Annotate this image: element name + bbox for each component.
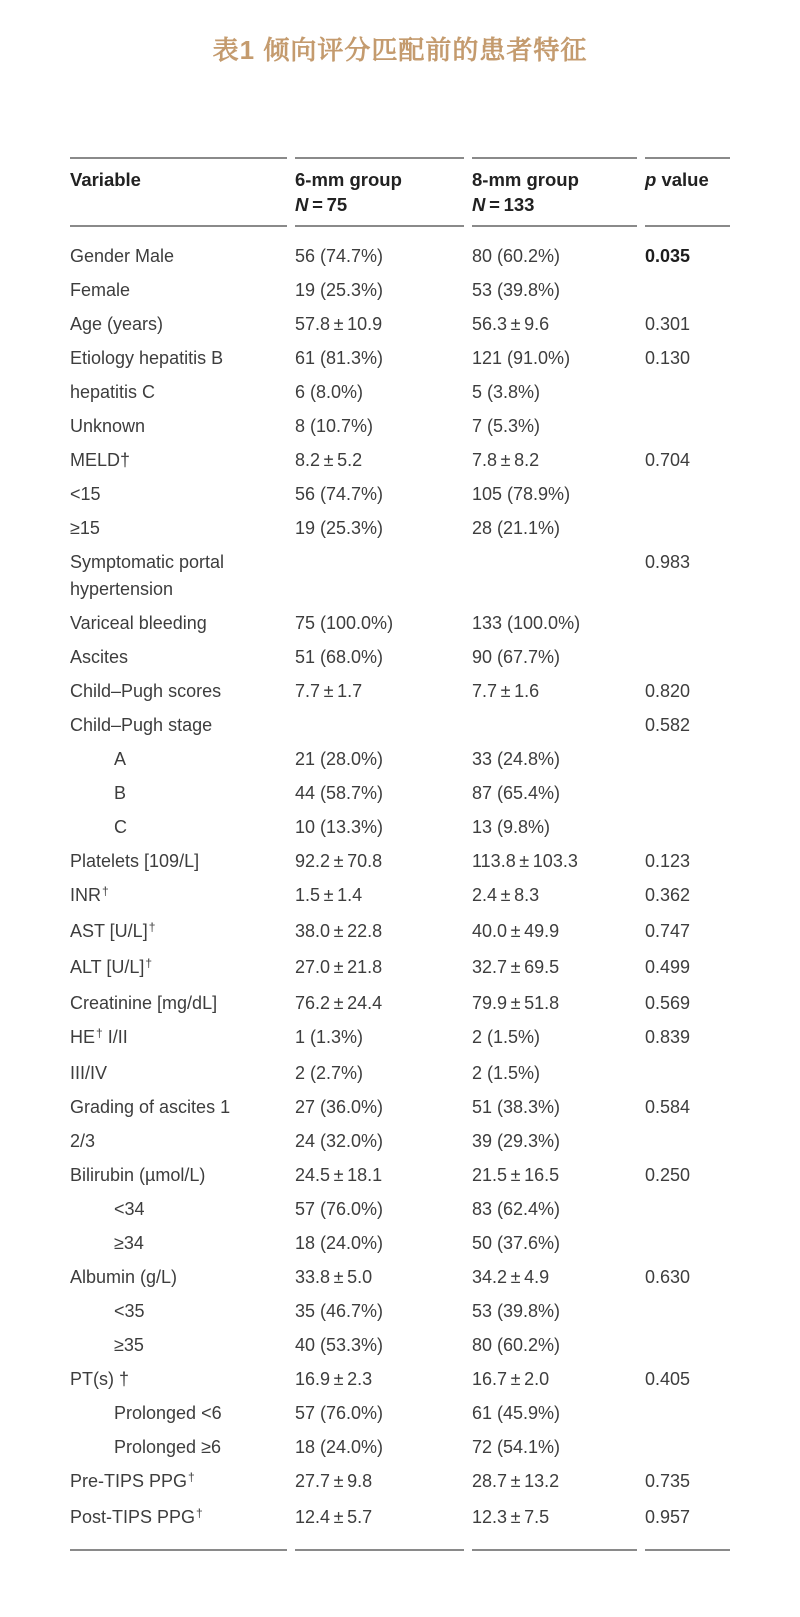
table-title: 表1 倾向评分匹配前的患者特征 [212,35,588,65]
patient-characteristics-table [62,157,738,1551]
row-label-cell: Ascites [70,647,129,667]
p-value-cell [645,641,730,675]
col-6mm-value-cell: 61 (81.3%) [295,348,384,368]
col-6mm-value-cell: 19 (25.3%) [295,280,384,300]
p-value-cell [645,478,730,512]
col-6mm-value-cell: 16.9 ± 2.3 [295,1369,373,1389]
col-8mm-value-cell: 56.3 ± 9.6 [472,314,550,334]
table-row [70,811,730,845]
col-6mm-value-cell: 92.2 ± 70.8 [295,851,383,871]
table-row [70,1397,730,1431]
p-value-cell [645,512,730,546]
col-6mm-value-cell: 18 (24.0%) [295,1437,384,1457]
col-6mm-value-cell [295,709,464,743]
table-row [70,478,730,512]
row-label-cell: A [114,749,127,769]
table-row [70,1057,730,1091]
column-label: 6-mm group [295,169,402,190]
column-label: 8-mm group [472,169,579,190]
column-header-6mm-group [295,157,464,227]
p-value-cell: 0.499 [645,957,691,977]
table-row [70,1465,730,1501]
col-6mm-value-cell: 1 (1.3%) [295,1027,364,1047]
col-8mm-value-cell: 16.7 ± 2.0 [472,1369,550,1389]
col-6mm-value-cell: 57 (76.0%) [295,1199,384,1219]
col-6mm-value-cell: 57.8 ± 10.9 [295,314,383,334]
col-6mm-value-cell: 35 (46.7%) [295,1301,384,1321]
col-6mm-value-cell: 27.7 ± 9.8 [295,1471,373,1491]
table-row [70,1261,730,1295]
p-value-cell: 0.250 [645,1165,691,1185]
row-label-cell: PT(s) † [70,1369,130,1389]
p-value-cell: 0.839 [645,1027,691,1047]
row-label-cell: MELD† [70,450,131,470]
col-8mm-value-cell: 61 (45.9%) [472,1403,561,1423]
column-label: Variable [70,169,141,190]
row-label-cell: Female [70,280,131,300]
row-label-cell: hepatitis C [70,382,156,402]
row-label-cell: Prolonged <6 [114,1403,222,1423]
row-label-cell: Bilirubin (µmol/L) [70,1165,206,1185]
table-row [70,512,730,546]
row-label-cell: AST [U/L]† [70,920,156,941]
col-8mm-value-cell: 80 (60.2%) [472,1335,561,1355]
col-6mm-value-cell: 8.2 ± 5.2 [295,450,363,470]
row-label-cell: HE† I/II [70,1026,128,1047]
col-6mm-value-cell: 38.0 ± 22.8 [295,921,383,941]
p-value-cell: 0.983 [645,552,691,572]
col-8mm-value-cell: 32.7 ± 69.5 [472,957,560,977]
p-value-cell [645,1057,730,1091]
p-value-cell [645,410,730,444]
p-value-cell [645,1295,730,1329]
col-6mm-value-cell: 19 (25.3%) [295,518,384,538]
column-sublabel: N = 75 [295,194,348,215]
row-label-cell: ≥35 [114,1335,144,1355]
table-row [70,1501,730,1551]
col-6mm-value-cell: 51 (68.0%) [295,647,384,667]
row-label-cell: Variceal bleeding [70,613,207,633]
table-row [70,915,730,951]
col-6mm-value-cell: 57 (76.0%) [295,1403,384,1423]
table-row [70,410,730,444]
table-row [70,1125,730,1159]
col-8mm-value-cell: 2 (1.5%) [472,1027,541,1047]
col-6mm-value-cell: 56 (74.7%) [295,246,384,266]
table-row [70,743,730,777]
p-value-cell [645,777,730,811]
col-6mm-value-cell: 24.5 ± 18.1 [295,1165,383,1185]
table-row [70,444,730,478]
table-body [70,227,730,1551]
table-row [70,951,730,987]
col-6mm-value-cell: 21 (28.0%) [295,749,384,769]
row-label-cell: Albumin (g/L) [70,1267,178,1287]
column-header-p-value [645,157,730,227]
col-8mm-value-cell: 121 (91.0%) [472,348,571,368]
p-value-cell [645,1397,730,1431]
col-8mm-value-cell: 79.9 ± 51.8 [472,993,560,1013]
row-label-cell: Grading of ascites 1 [70,1097,231,1117]
dagger-superscript: † [148,920,156,934]
col-8mm-value-cell: 5 (3.8%) [472,382,541,402]
table-row [70,1431,730,1465]
dagger-superscript: † [188,1470,195,1484]
col-8mm-value-cell: 13 (9.8%) [472,817,551,837]
dagger-superscript: † [102,884,109,898]
row-label-cell: Prolonged ≥6 [114,1437,221,1457]
row-label-cell: B [114,783,127,803]
col-8mm-value-cell: 33 (24.8%) [472,749,561,769]
col-8mm-value-cell: 28 (21.1%) [472,518,561,538]
col-6mm-value-cell: 7.7 ± 1.7 [295,681,363,701]
p-value-cell: 0.820 [645,681,691,701]
row-label-cell: Child–Pugh scores [70,681,222,701]
p-value-cell [645,743,730,777]
col-8mm-value-cell: 51 (38.3%) [472,1097,561,1117]
p-value-cell [645,1329,730,1363]
p-value-cell: 0.747 [645,921,691,941]
col-8mm-value-cell: 2 (1.5%) [472,1063,541,1083]
table-row [70,1227,730,1261]
row-label-cell: Symptomatic portal hypertension [70,552,225,599]
col-6mm-value-cell [295,546,464,607]
table-row [70,1159,730,1193]
p-value-cell: 0.582 [645,715,691,735]
col-8mm-value-cell: 40.0 ± 49.9 [472,921,560,941]
col-6mm-value-cell: 75 (100.0%) [295,613,394,633]
col-6mm-value-cell: 2 (2.7%) [295,1063,364,1083]
col-8mm-value-cell: 2.4 ± 8.3 [472,885,540,905]
row-label-cell: <15 [70,484,101,504]
col-8mm-value-cell: 83 (62.4%) [472,1199,561,1219]
p-value-cell [645,607,730,641]
col-6mm-value-cell: 27 (36.0%) [295,1097,384,1117]
p-value-cell [645,1125,730,1159]
row-label-cell: ≥15 [70,518,100,538]
row-label-cell: Pre-TIPS PPG† [70,1470,195,1491]
p-value-cell: 0.735 [645,1471,691,1491]
table-row [70,1329,730,1363]
col-8mm-value-cell [472,709,637,743]
row-label-cell: <35 [114,1301,145,1321]
col-8mm-value-cell: 72 (54.1%) [472,1437,561,1457]
col-8mm-value-cell: 28.7 ± 13.2 [472,1471,560,1491]
col-8mm-value-cell: 90 (67.7%) [472,647,561,667]
table-row [70,845,730,879]
col-6mm-value-cell: 12.4 ± 5.7 [295,1501,464,1551]
col-8mm-value-cell: 53 (39.8%) [472,280,561,300]
col-6mm-value-cell: 1.5 ± 1.4 [295,885,363,905]
col-8mm-value-cell: 12.3 ± 7.5 [472,1501,637,1551]
col-8mm-value-cell [472,546,637,607]
p-value-cell: 0.405 [645,1369,691,1389]
table-row [70,342,730,376]
col-8mm-value-cell: 21.5 ± 16.5 [472,1165,560,1185]
col-6mm-value-cell: 6 (8.0%) [295,382,364,402]
p-value-cell: 0.630 [645,1267,691,1287]
p-value-cell: 0.569 [645,993,691,1013]
row-label-cell: ALT [U/L]† [70,956,153,977]
p-value-cell [645,1431,730,1465]
row-label-cell: Age (years) [70,314,164,334]
column-header-variable [70,157,287,227]
row-label-cell: 2/3 [70,1131,96,1151]
row-label-cell: Gender Male [70,246,175,266]
table-row [70,1363,730,1397]
row-label-cell: INR† [70,884,109,905]
row-label-cell: Etiology hepatitis B [70,348,224,368]
table-row [70,777,730,811]
table-row [70,1091,730,1125]
row-label-cell: Creatinine [mg/dL] [70,993,218,1013]
col-6mm-value-cell: 8 (10.7%) [295,416,374,436]
col-8mm-value-cell: 7.7 ± 1.6 [472,681,540,701]
table-row [70,1193,730,1227]
column-label: p value [645,169,709,190]
header-row [70,157,730,227]
col-8mm-value-cell: 133 (100.0%) [472,613,581,633]
col-8mm-value-cell: 53 (39.8%) [472,1301,561,1321]
col-6mm-value-cell: 76.2 ± 24.4 [295,993,383,1013]
col-8mm-value-cell: 87 (65.4%) [472,783,561,803]
col-6mm-value-cell: 18 (24.0%) [295,1233,384,1253]
p-value-cell [645,1193,730,1227]
column-header-8mm-group [472,157,637,227]
column-sublabel: N = 133 [472,194,535,215]
table-row [70,675,730,709]
p-value-cell: 0.301 [645,314,691,334]
p-value-cell [645,811,730,845]
p-value-cell: 0.362 [645,885,691,905]
p-value-cell [645,376,730,410]
col-6mm-value-cell: 44 (58.7%) [295,783,384,803]
row-label-cell: ≥34 [114,1233,144,1253]
p-value-cell: 0.704 [645,450,691,470]
row-label-cell: Post-TIPS PPG† [70,1501,287,1551]
row-label-cell: Unknown [70,416,146,436]
dagger-superscript: † [196,1506,203,1520]
table-header [70,157,730,227]
p-value-cell: 0.957 [645,1501,730,1551]
dagger-superscript: † [145,956,153,970]
row-label-cell: Platelets [109/L] [70,851,200,871]
table-row [70,308,730,342]
p-value-cell: 0.035 [645,246,691,266]
table-row [70,1295,730,1329]
row-label-cell: Child–Pugh stage [70,715,213,735]
col-6mm-value-cell: 33.8 ± 5.0 [295,1267,373,1287]
table-row [70,607,730,641]
table-row [70,546,730,607]
col-8mm-value-cell: 34.2 ± 4.9 [472,1267,550,1287]
col-8mm-value-cell: 7 (5.3%) [472,416,541,436]
p-value-cell: 0.584 [645,1097,691,1117]
p-value-cell [645,274,730,308]
table-row [70,879,730,915]
table-row [70,709,730,743]
col-6mm-value-cell: 27.0 ± 21.8 [295,957,383,977]
col-6mm-value-cell: 24 (32.0%) [295,1131,384,1151]
col-8mm-value-cell: 7.8 ± 8.2 [472,450,540,470]
col-8mm-value-cell: 113.8 ± 103.3 [472,851,578,871]
row-label-cell: III/IV [70,1063,108,1083]
p-value-cell: 0.130 [645,348,691,368]
table-row [70,227,730,274]
p-value-cell [645,1227,730,1261]
p-value-cell: 0.123 [645,851,691,871]
col-8mm-value-cell: 80 (60.2%) [472,246,561,266]
dagger-superscript: † [96,1026,103,1040]
table-row [70,641,730,675]
col-6mm-value-cell: 40 (53.3%) [295,1335,384,1355]
col-8mm-value-cell: 105 (78.9%) [472,484,571,504]
table-row [70,274,730,308]
table-row [70,376,730,410]
col-8mm-value-cell: 50 (37.6%) [472,1233,561,1253]
col-6mm-value-cell: 56 (74.7%) [295,484,384,504]
row-label-cell: C [114,817,127,837]
col-8mm-value-cell: 39 (29.3%) [472,1131,561,1151]
table-row [70,1021,730,1057]
row-label-cell: <34 [114,1199,145,1219]
col-6mm-value-cell: 10 (13.3%) [295,817,384,837]
table-row [70,987,730,1021]
